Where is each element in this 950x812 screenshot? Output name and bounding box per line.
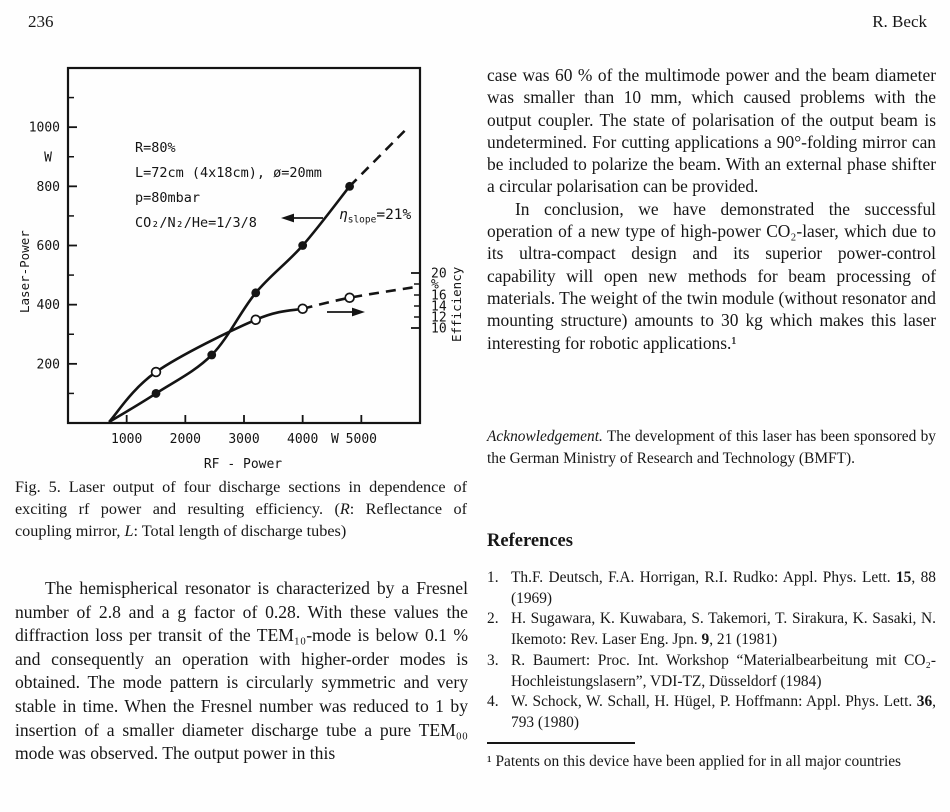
x-tick-label: 3000 — [228, 432, 260, 447]
reference-number: 3. — [487, 651, 499, 669]
y-right-title: Efficiency — [449, 266, 464, 342]
condition-annotation: p=80mbar — [135, 190, 201, 206]
y-right-tick-label: 12 — [431, 310, 447, 326]
footnote: ¹ Patents on this device have been applied for in all major countries — [487, 753, 902, 770]
reference-item — [487, 568, 936, 609]
references-heading: References — [487, 531, 573, 551]
figure-caption: Fig. 5. Laser output of four discharge sections in dependence of exciting rf power and resulting efficiency. (R: Reflectance of coupling mirror, L: Total length of discharge tubes) — [15, 478, 467, 540]
data-point-filled — [152, 389, 161, 398]
condition-annotation: L=72cm (4x18cm), ø=20mm — [135, 165, 322, 181]
data-point-filled — [298, 241, 307, 250]
y-left-tick-label: 800 — [36, 179, 60, 195]
y-right-tick-label: 20 — [431, 266, 447, 282]
data-point-filled — [251, 288, 260, 297]
plot-frame — [68, 68, 420, 423]
footnote-divider — [487, 742, 635, 744]
reference-text: H. Sugawara, K. Kuwabara, S. Takemori, T. Sirakura, K. Sasaki, N. Ikemoto: Rev. Laser Eng. Jpn. 9, 21 (1981) — [511, 610, 936, 649]
data-point-filled — [345, 182, 354, 191]
y-left-tick-label: 1000 — [28, 120, 60, 136]
x-tick-label: 4000 — [287, 432, 319, 447]
y-left-tick-label: 200 — [36, 357, 60, 373]
y-right-tick-label: % — [431, 277, 439, 293]
x-axis-title: RF - Power — [203, 457, 283, 472]
data-point-open — [298, 304, 307, 313]
reference-number: 1. — [487, 569, 499, 586]
reference-text: W. Schock, W. Schall, H. Hügel, P. Hoffmann: Appl. Phys. Lett. 36, 793 (1980) — [511, 693, 936, 731]
body-paragraph-beam: case was 60 % of the multimode power and the beam diameter was smaller than 10 mm, which caused problems with the output coupler. The state of polarisation of the output beam is undetermined. For cutting applications a 90°-folding mirror can be included to polarize the beam. With an external phase shifter a circular polarisation can be provided. — [487, 65, 936, 197]
reference-item — [487, 651, 936, 692]
x-axis-unit: W — [331, 432, 339, 447]
reference-number: 4. — [487, 693, 499, 711]
laser-power-curve-dashed — [350, 127, 409, 186]
body-paragraph-resonator: The hemispherical resonator is characterized by a Fresnel number of 2.8 and a g factor of 0.28. With these values the diffraction loss per transit of the TEM₁₀-mode is below 0.1 % and consequently an operation with higher-order modes is obtained. The mode pattern is circularly symmetric and very stable in time. When the Fresnel number was reduced to 1 by insertion of a smaller diameter discharge tube a pure TEM₀₀ mode was observed. The output power in this — [15, 578, 468, 764]
y-left-unit: W — [44, 150, 52, 166]
condition-annotation: CO₂/N₂/He=1/3/8 — [135, 215, 257, 231]
y-left-tick-label: 600 — [36, 239, 60, 254]
arrow-to-left-axis-head — [281, 214, 294, 223]
x-tick-label: 2000 — [169, 432, 201, 447]
data-point-open — [345, 293, 354, 302]
data-point-open — [152, 368, 161, 377]
right-column-text — [487, 64, 936, 354]
y-right-tick-label: 16 — [431, 288, 447, 304]
x-tick-label: 5000 — [345, 432, 377, 447]
y-left-tick-label: 400 — [36, 298, 60, 314]
references-list — [487, 568, 936, 734]
acknowledgement: Acknowledgement. The development of this laser has been sponsored by the German Ministry of Research and Technology (BMFT). — [487, 428, 936, 467]
reference-number: 2. — [487, 610, 499, 628]
y-right-tick-label: 10 — [431, 321, 447, 337]
running-author: R. Beck — [872, 12, 927, 31]
data-point-filled — [207, 351, 216, 360]
reference-text: R. Baumert: Proc. Int. Workshop “Materialbearbeitung mit CO₂-Hochleistungslasern”, VDI-TZ, Düsseldorf (1984) — [511, 651, 936, 690]
y-right-tick-label: 14 — [431, 299, 447, 315]
data-point-open — [251, 315, 260, 324]
reference-text: Th.F. Deutsch, F.A. Horrigan, R.I. Rudko: Appl. Phys. Lett. 15, 88 (1969) — [511, 569, 936, 607]
efficiency-curve-dashed — [303, 287, 417, 309]
reference-item — [487, 692, 936, 733]
page-number: 236 — [28, 12, 54, 31]
reference-item — [487, 609, 936, 650]
x-tick-label: 1000 — [111, 432, 143, 447]
slope-annotation: $\eta_{slope}=21\%$ — [339, 207, 412, 226]
arrow-to-right-axis-head — [352, 308, 365, 317]
condition-annotation: R=80% — [135, 140, 176, 156]
body-paragraph-conclusion: In conclusion, we have demonstrated the successful operation of a new type of high-power CO₂-laser, which due to its ultra-compact design and its superior power-control capability will open new methods for beam processing of materials. The weight of the twin module (without resonator and mounting structure) amounts to 30 kg which makes this laser interesting for robotic applications.¹ — [487, 198, 936, 353]
figure-chart — [5, 56, 485, 476]
y-left-title: Laser-Power — [17, 230, 32, 313]
